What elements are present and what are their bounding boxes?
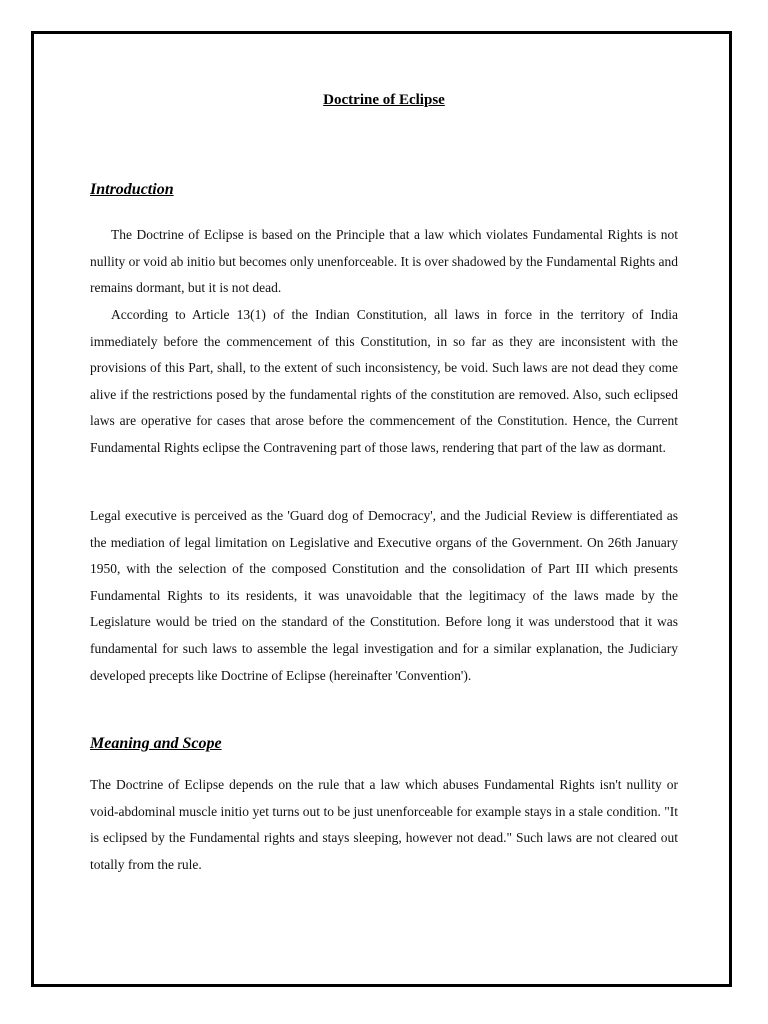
section-heading-meaning-and-scope: Meaning and Scope	[90, 735, 222, 752]
intro-paragraph-3: Legal executive is perceived as the 'Guard dog of Democracy', and the Judicial Review is differentiated as the mediation of legal limitation on Legislative and Executive organs of the Government. On 26th January 1950, with the selection of the composed Constitution and the consolidation of Part III which presents Fundamental Rights to its residents, it was unavoidable that the legitimacy of the laws made by the Legislature would be tried on the standard of the Constitution. Before long it was understood that it was fundamental for such laws to assemble the legal investigation and for a similar explanation, the Judiciary developed precepts like Doctrine of Eclipse (hereinafter 'Convention').	[90, 508, 678, 683]
intro-paragraph-2: According to Article 13(1) of the Indian Constitution, all laws in force in the territory of India immediately before the commencement of this Constitution, in so far as they are inconsistent with the provisions of this Part, shall, to the extent of such inconsistency, be void. Such laws are not dead they come alive if the restrictions posed by the fundamental rights of the constitution are removed. Also, such eclipsed laws are operative for cases that arose before the commencement of the Constitution. Hence, the Current Fundamental Rights eclipse the Contravening part of those laws, rendering that part of the law as dormant.	[90, 307, 678, 455]
document-title: Doctrine of Eclipse	[323, 92, 445, 108]
section-heading-introduction: Introduction	[90, 181, 174, 198]
intro-paragraph-1: The Doctrine of Eclipse is based on the Principle that a law which violates Fundamental Rights is not nullity or void ab initio but becomes only unenforceable. It is over shadowed by the Fundamental Rights and remains dormant, but it is not dead.	[90, 227, 678, 296]
meaning-paragraph-1: The Doctrine of Eclipse depends on the rule that a law which abuses Fundamental Rights isn't nullity or void-abdominal muscle initio yet turns out to be just unenforceable for example stays in a stale condition. "It is eclipsed by the Fundamental rights and stays sleeping, however not dead." Such laws are not cleared out totally from the rule.	[90, 777, 678, 872]
